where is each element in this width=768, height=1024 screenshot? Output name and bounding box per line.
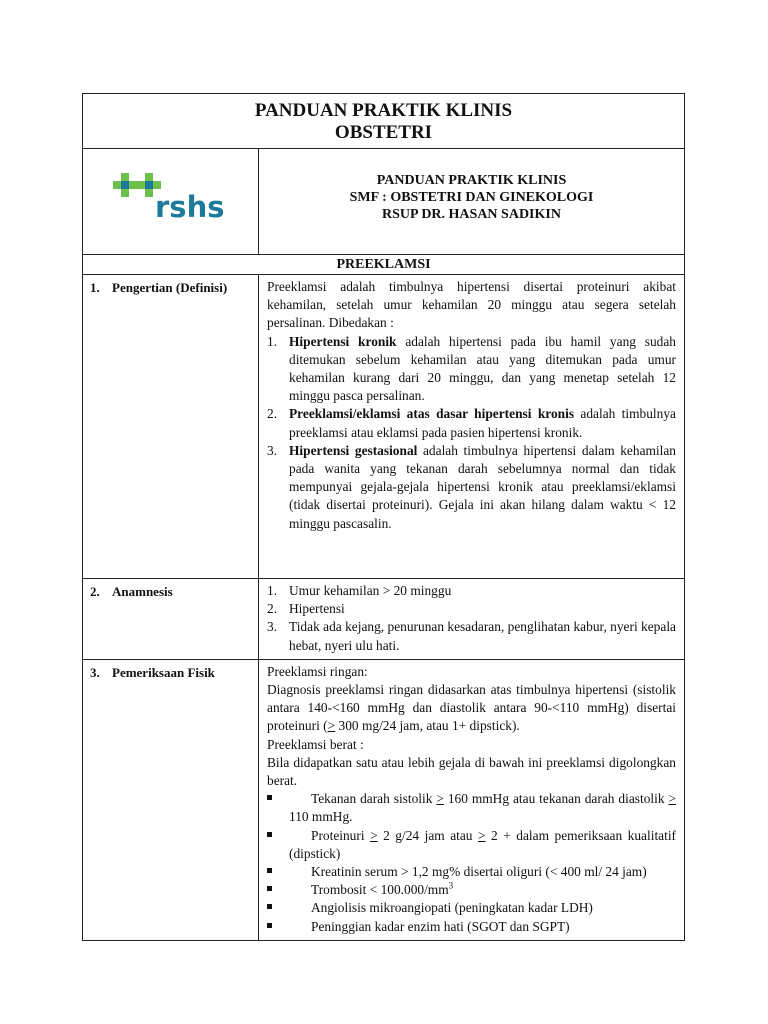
list-item: 1. Hipertensi kronik adalah hipertensi pada ibu hamil yang sudah ditemukan sebelum kehamilan atau yang ditemukan pada umur kehamilan kurang dari 20 minggu, dan yang menetap setelah 12 minggu pasca persalinan. [267, 333, 676, 404]
row-label-text: Pemeriksaan Fisik [112, 664, 215, 680]
list-item: Proteinuri > 2 g/24 jam atau > 2 + dalam pemeriksaan kualitatif (dipstick) [267, 827, 676, 863]
bullet-icon [267, 923, 272, 928]
mild-label: Preeklamsi ringan: [267, 663, 368, 679]
rshs-logo [83, 149, 258, 249]
list-item: Peninggian kadar enzim hati (SGOT dan SGPT) [267, 918, 676, 936]
row-number: 2. [90, 584, 100, 599]
list-item: 3. Tidak ada kejang, penurunan kesadaran, penglihatan kabur, nyeri kepala hebat, nyeri ulu hati. [267, 619, 676, 653]
hospital-heading: RSUP DR. HASAN SADIKIN [382, 207, 561, 222]
definition-content [259, 275, 685, 579]
table-row [83, 659, 685, 940]
definition-intro: Preeklamsi adalah timbulnya hipertensi disertai proteinuri akibat kehamilan, setelah umur kehamilan 20 minggu atau segera setelah persalinan. Dibedakan : [267, 279, 676, 331]
list-item: Kreatinin serum > 1,2 mg% disertai oliguri (< 400 ml/ 24 jam) [267, 863, 676, 881]
guideline-heading: PANDUAN PRAKTIK KLINIS [376, 173, 567, 188]
bullet-icon [267, 795, 272, 800]
anamnesis-content [259, 579, 685, 660]
document-title: PANDUAN PRAKTIK KLINIS [254, 100, 513, 121]
mild-description: Diagnosis preeklamsi ringan didasarkan atas timbulnya hipertensi (sistolik antara 140-<160 mmHg dan diastolik antara 90-<110 mmHg) disertai proteinuri (> 300 mg/24 jam, atau 1+ dipstick). [267, 682, 676, 734]
department-heading: SMF : OBSTETRI DAN GINEKOLOGI [349, 190, 594, 205]
bullet-icon [267, 832, 272, 837]
row-label [83, 275, 259, 579]
row-label [83, 579, 259, 660]
document-title-cell [83, 94, 685, 149]
row-label [83, 659, 259, 940]
document-subtitle: OBSTETRI [334, 122, 433, 143]
bullet-icon [267, 904, 272, 909]
list-item: 1. Umur kehamilan > 20 minggu [267, 583, 452, 598]
list-item: Trombosit < $100.000/mm^3$ [267, 881, 676, 899]
row-label-text: Pengertian (Definisi) [112, 280, 228, 295]
list-item: 2. Hipertensi [267, 601, 345, 617]
list-item: 2. Preeklamsi/eklamsi atas dasar hipertensi kronis adalah timbulnya preeklamsi atau eklamsi pada pasien hipertensi kronik. [267, 406, 676, 440]
anamnesis-list [267, 582, 676, 655]
row-number: 1. [90, 280, 100, 295]
row-label-text: Anamnesis [112, 584, 173, 599]
bullet-icon [267, 886, 272, 891]
severe-label: Preeklamsi berat : [267, 736, 364, 752]
severe-intro: Bila didapatkan satu atau lebih gejala di bawah ini preeklamsi digolongkan berat. [267, 754, 676, 789]
list-item: 3. Hipertensi gestasional adalah timbulnya hipertensi dalam kehamilan pada wanita yang tekanan darah sebelumnya normal dan tidak mempunyai gejala-gejala hipertensi kronik atau preeklamsi/eklamsi (tidak disertai proteinuri). Gejala ini akan hilang dalam waktu < 12 minggu pascasalin. [267, 442, 677, 531]
list-item: Tekanan darah sistolik > 160 mmHg atau tekanan darah diastolik > 110 mmHg. [267, 790, 676, 826]
severe-criteria-list [267, 790, 676, 936]
topic-title: PREEKLAMSI [83, 255, 685, 275]
list-item: Angiolisis mikroangiopati (peningkatan kadar LDH) [267, 899, 676, 917]
physical-exam-content [259, 659, 685, 940]
table-row [83, 579, 685, 660]
logo-text: rshs [155, 190, 225, 224]
clinical-guideline-table [82, 93, 685, 941]
definition-list [267, 333, 676, 533]
table-row [83, 275, 685, 579]
bullet-icon [267, 868, 272, 873]
institution-header [259, 149, 685, 255]
row-number: 3. [90, 664, 100, 680]
logo-cell [83, 149, 259, 255]
